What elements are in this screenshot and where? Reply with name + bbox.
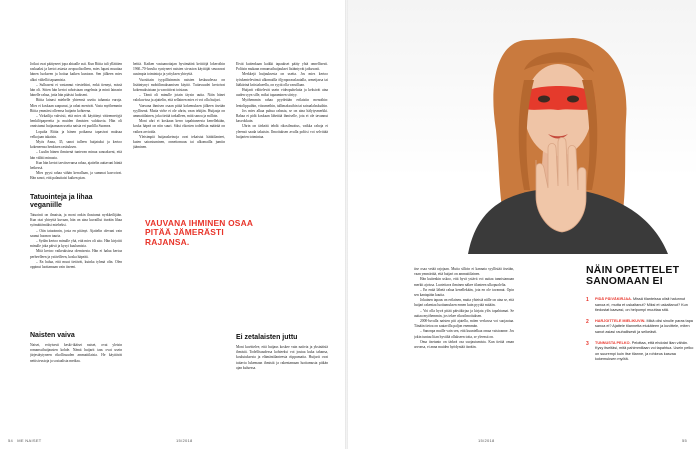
pull-quote: VAUVANA IHMINEN OSAA PITÄÄ JÄMERÄSTI RAJANSA. [145, 218, 253, 247]
woman-mask-photo [348, 0, 696, 254]
body-paragraph: – Luulin hänen ihmisenä tuntevan minua sanoakseni, että hän välitti minusta. [30, 150, 122, 160]
body-paragraph: Myöhemmin rahaa pyydetään erilaisiin menoihin: lentolippuihin, viisumeihin, tullimaksuihin tai sairaalalaskuihin. [236, 98, 328, 108]
tip-text [595, 297, 694, 314]
tip-text [595, 319, 694, 336]
col3b-text [236, 345, 328, 371]
body-paragraph: 2000-luvulla naisten piti ajatella, miten verkossa voi suojautua. Tänään tietoa on saatavilla paljon enemmän. [414, 319, 514, 329]
col1c-text [30, 343, 122, 364]
tip-number: 2 [586, 318, 589, 325]
tip-item [586, 319, 694, 336]
body-paragraph: Lopulta Riitta ja hänen poikansa tapasivat maksaa velkojaan takaisin. [30, 129, 122, 139]
body-paragraph: – Sulhaseni ei vastannut viesteihini, enkä tiennyt, missä hän oli. Sitten hän kertoi rahoistaan ongelmia ja minä lainasin hänelle rahaa, jotta hän pääsisi luokseni. [30, 82, 122, 98]
tip-item [586, 341, 694, 363]
tips-sidebar [586, 265, 694, 368]
col3-text [236, 62, 328, 140]
tip-item [586, 297, 694, 314]
page-number-right: 55 [682, 438, 688, 443]
body-paragraph: heittä. Kaiken vastaanottajan hyvämäärä keittiöjä lokeroihin 1960–70-luvulta syntyneet naisten sivuston käyttäjät seuraavat uusimpia toimintoja ja yrityksen yhteyttä. [133, 62, 225, 77]
body-paragraph: Riitta lainasi miehelle yhteensä useita tuhansia euroja. Mies ei koskaan saapunut, ja rahat menivät. Vasta myöhemmin Riitta ymmärsi olleensa huijarin kohteena. [30, 98, 122, 113]
body-paragraph: – Sydän kertoo minulle yhä, että mies oli aito. Hän kirjoitti minulle joka päivä ja kysyi kuulumisia. [30, 239, 122, 249]
footer-issue-left: 15/2018 [176, 438, 193, 443]
body-paragraph: Myös Anna, 35, sanoi tulleen huijatuksi ja kertoo kokeneensa henkisen rasituksen. [30, 140, 122, 150]
body-paragraph: Eivät kuitenkaan kaikki tapaukset pääty yhtä onnellisesti. Poliisin mukaan romanssihuijaukset lisääntyvät jatkuvasti. [236, 62, 328, 72]
body-paragraph: Naiset, erityisesti keski-ikäiset naiset, ovat yleisin romanssihuijausten kohde. Nämä huijarit taas ovat usein järjestäytyneen rikollisuuden ammattilaisia. He käyttävät nettisivustoja ja sosiaalista mediaa. [30, 343, 122, 363]
left-column-1 [30, 62, 122, 188]
body-paragraph: – Tämä oli minulle jotain täysin uutta. Näin hänet valokuvissa ja ajattelin, että sellainen mies ei voi olla huijari. [133, 93, 225, 103]
body-paragraph: Tatuointi on ilmaista, ja moni onkin ihastunut nyrkkeilijään. Kun otat yhteyttä kuvaan, hän on aina kuvaillut itseään lihaa syömättömäksi mieheksi. [30, 213, 122, 228]
left-column-1b [30, 190, 122, 326]
right-column-1 [414, 267, 514, 427]
body-paragraph: – Voi olla hyvä pitää päiväkirjaa ja kirjata ylös tapahtumat. Se auttaa myöhemmin, jos tekee rikosilmoituksen. [414, 308, 514, 318]
right-col1-text [414, 267, 514, 350]
right-page [348, 0, 696, 449]
subheading-tatuointeja: Tatuointeja ja lihaa veganiille [30, 194, 93, 209]
woman-illustration [348, 0, 696, 254]
tip-heading: HARJOITTELE MIELIKUVIN. [595, 318, 647, 323]
body-paragraph: – Virkailija vahvisti, että mies oli käyttänyt väärennettyjä henkilöpapereita ja muiden ihmisten valokuvia. Hän oli onnistunut huijaamaan useita naisia eri puolilla Suomea. [30, 114, 122, 129]
tip-number: 1 [586, 297, 589, 303]
footer-left [8, 438, 42, 443]
subheading-naisten-vaiva: Naisten vaiva [30, 332, 75, 339]
body-paragraph: Mitä kertoo vaikeuksissa olemisesta. Hän ei halua kertoa perheelleen ja ystävilleen, koska häpeää. [30, 249, 122, 259]
body-paragraph: Jotkut ovat päätyneet jopa ahtaalle asti. Kun Riitta tuli yllättäen raskaaksi ja kertoi asiasta avopuolisolleen, mies lupasi muuttaa hänen luokseen ja hoitaa kaiken kuntoon. Sen jälkeen mies alkoi vältellä tapaamisia. [30, 62, 122, 82]
body-paragraph: – Sanonpa muille vain sen, että kuuntelkaa omaa vaistoanne. Jos jokin tuntuu liian hyvältä ollakseen totta, se yleensä on. [414, 329, 514, 339]
tip-heading: TUNNUSTA PELKO. [595, 340, 632, 345]
col2-text [133, 62, 225, 150]
left-column-3b [236, 330, 328, 430]
left-page [0, 0, 346, 449]
left-column-1c [30, 328, 122, 428]
subheading-ei-zetalaisten: Ei zetalaisten juttu [236, 334, 298, 341]
body-paragraph: Yleisimpiä huijauskeinoja ovat tekaistut hätätilanteet, kuten sairastuminen, onnettomuus tai ulkomailla jumiin jääminen. [133, 134, 225, 150]
body-paragraph: Kun hän kertoi tarvitsevansa rahaa, ajattelin auttavani häntä hetkessä. [30, 160, 122, 171]
col1-text [30, 62, 122, 182]
body-paragraph: Jokainen tapaus on erilainen, mutta yhteistä niille on aina se, että huijari rakentaa luottamuksen ennen kuin pyytää mitään. [414, 298, 514, 308]
left-column-3 [236, 62, 328, 262]
body-paragraph: Huijarit välttelevät usein videopuheluita ja keksivät aina uuden syyn sille, miksi tapaaminen siirtyy. [236, 88, 328, 98]
magazine-name: ME NAISET [17, 438, 42, 443]
body-paragraph: Hän kuitenkin uskoo, että hyvä ystävä voi auttaa tunnistamaan merkit ajoissa. Luotettava ihminen näkee tilanteen ulkopuolelta. [414, 277, 514, 287]
tip-body: Missä tilanteissa olisit halunnut sanoa ei, mutta et uskaltanut? Miksi et uskaltanut? Kun tiedostat kaavasi, on helpompi muuttaa sitä. [595, 297, 688, 313]
tip-heading: PIDÄ PÄIVÄKIRJAA. [595, 297, 633, 301]
footer-issue-right: 15/2018 [478, 438, 495, 443]
body-paragraph: Vuosittain tyypillisimmin naisten keskuudessa on lisääntynyt mobiilimaksamisen käyttö. Tuttavuudet kertoivat kokemuksistaan ja varoittivat toisiaan. [133, 77, 225, 93]
tips-list [586, 297, 694, 363]
col1b-text [30, 213, 122, 270]
body-paragraph: Uhrin on tärkeää tehdä rikosilmoitus, vaikka rahoja ei yleensä saada takaisin. Ilmoituksen avulla poliisi voi selvittää huijarien toimintaa. [236, 124, 328, 139]
body-paragraph: – Otin tatuoinnin, josta en pitänyt. Ajattelin olevani vain saanut huonon tuuria. [30, 228, 122, 238]
tip-number: 3 [586, 340, 589, 347]
tip-text [595, 341, 694, 363]
body-paragraph: – En enää lähetä rahaa kenellekään, jota en ole tavannut. Opin sen kantapään kautta. [414, 287, 514, 298]
sidebar-title: NÄIN OPETTELET SANOMAAN EI [586, 264, 680, 287]
body-paragraph: Jos mies alkaa puhua rahasta, se on aina hälytysmerkki. Rahaa ei pidä koskaan lähettää ihmiselle, jota ei ole tavannut kasvokkain. [236, 108, 328, 124]
body-paragraph: – En halua, että muut tietävät, kuinka tyhmä olin. Olen oppinut luottamaan vain itseeni. [30, 259, 122, 270]
body-paragraph: Moni kuvittelee, että huijaus koskee vain naiivia ja yksinäisiä ihmisiä. Todellisuudessa kohteeksi voi joutua kuka tahansa, koulutuksesta ja elämäntilanteesta riippumatta. Huijarit ovat taitavia lukemaan ihmisiä ja rakentamaan luottamusta pitkän ajan kuluessa. [236, 345, 328, 370]
body-paragraph: Oma itsetunto on tärkeä osa suojautumista. Kun tietää oman arvonsa, ei anna muiden hyödyntää itseään. [414, 339, 514, 350]
body-paragraph: Mies pyysi rahaa vähän kerrallaan, ja summat kasvoivat. Hän sanoi, että palauttaisi kaiken pian. [30, 171, 122, 181]
tip-body: Pelottaa, että ehdotat liian vähän. Kysy itseltäsi, mitä pahimmillaan voi tapahtua. Usein pelko on suurempi kuin itse tilanne, ja rohkeus kasvaa kokemuksen myötä. [595, 340, 694, 362]
left-column-2 [133, 62, 225, 212]
body-paragraph: Vaavana ihmisen osaan pitää kokemuksen jälkeen itseään syyllisenä. Mutta virhe ei ole uhrin, vaan tekijän. Huijaaja on ammattilainen, joka tietää tarkalleen, mitä sanoa ja milloin. [133, 103, 225, 119]
body-paragraph: Moni uhri ei koskaan kerro tapahtuneesta kenellekään, koska häpeä on niin suuri. Siksi rikosten todellista määrää on vaikea arvioida. [133, 119, 225, 134]
body-paragraph: itse osaa vetää rajojaan. Mutta silloin ei kannata syyllistää itseään, vaan ymmärtää, että huijari on ammattilainen. [414, 267, 514, 277]
body-paragraph: Merkkejä huijauksesta on useita. Jos mies kertoo työskentelevänsä ulkomailla öljynporauslautalla, armeijassa tai lääkärinä kriisialueella, on syytä olla varuillaan. [236, 72, 328, 87]
page-number-left: 54 [8, 438, 14, 443]
tip-body: Mikä olisi sinulle paras tapa sanoa ei? Ajattele tilannetta etukäteen ja kuvittele, miten sanot asiasi rauhallisesti ja selkeästi. [595, 318, 693, 334]
